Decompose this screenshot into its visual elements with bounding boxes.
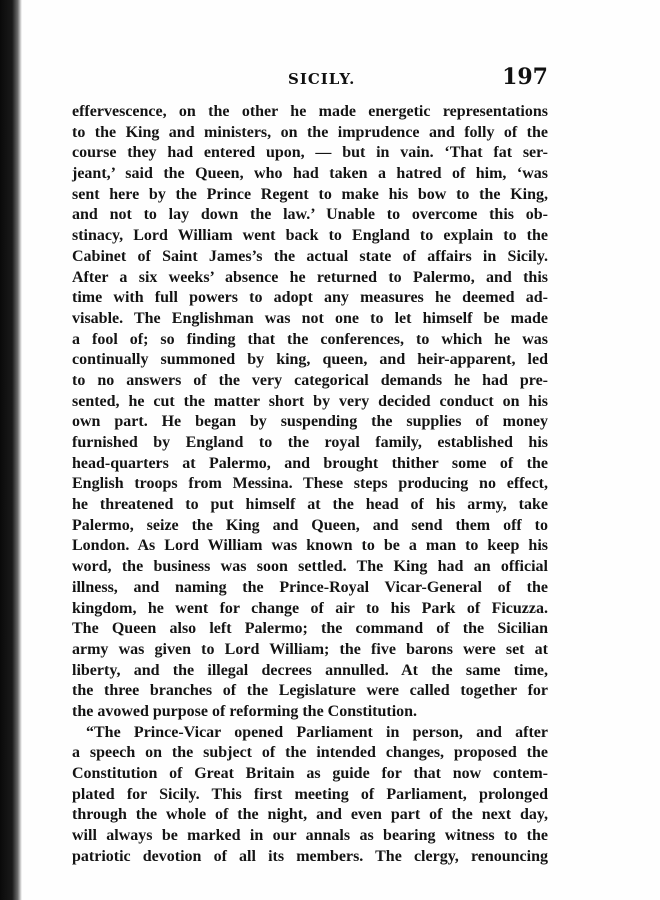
- paragraph-end-line: the avowed purpose of reforming the Constitution.: [72, 702, 418, 720]
- text-line: a speech on the subject of the intended changes, proposed the: [72, 744, 548, 762]
- text-line: plated for Sicily. This first meeting of Parliament, prolonged: [72, 785, 548, 803]
- text-line: illness, and naming the Prince-Royal Vicar-General of the: [72, 578, 548, 596]
- text-line: the three branches of the Legislature were called together for: [72, 682, 548, 700]
- text-line: course they had entered upon, — but in vain. ‘That fat ser-: [72, 144, 548, 162]
- text-line: he threatened to put himself at the head of his army, take: [72, 496, 548, 514]
- text-line: The Queen also left Palermo; the command of the Sicilian: [72, 620, 548, 638]
- text-line: liberty, and the illegal decrees annulled. At the same time,: [72, 661, 548, 679]
- text-line: sent here by the Prince Regent to make his bow to the King,: [72, 185, 548, 203]
- text-line: to no answers of the very categorical demands he had pre-: [72, 371, 548, 389]
- text-line: Cabinet of Saint James’s the actual state of affairs in Sicily.: [72, 247, 548, 265]
- text-line: will always be marked in our annals as bearing witness to the: [72, 827, 548, 845]
- text-line: sented, he cut the matter short by very decided conduct on his: [72, 392, 548, 410]
- text-line: to the King and ministers, on the imprudence and folly of the: [72, 123, 548, 141]
- text-line: head-quarters at Palermo, and brought thither some of the: [72, 454, 548, 472]
- text-line: Palermo, seize the King and Queen, and send them off to: [72, 516, 548, 534]
- text-line: and not to lay down the law.’ Unable to overcome this ob-: [72, 206, 548, 224]
- text-line: visable. The Englishman was not one to let himself be made: [72, 309, 548, 327]
- text-line: jeant,’ said the Queen, who had taken a hatred of him, ‘was: [72, 165, 548, 183]
- text-line: own part. He began by suspending the supplies of money: [72, 413, 548, 431]
- text-line: a fool of; so finding that the conferences, to which he was: [72, 330, 548, 348]
- body-text: [72, 102, 548, 867]
- text-line: through the whole of the night, and even part of the next day,: [72, 806, 548, 824]
- text-line: English troops from Messina. These steps producing no effect,: [72, 475, 548, 493]
- text-line: continually summoned by king, queen, and heir-apparent, led: [72, 351, 548, 369]
- text-line: word, the business was soon settled. The King had an official: [72, 558, 548, 576]
- text-line: Constitution of Great Britain as guide for that now contem-: [72, 765, 548, 782]
- text-line: stinacy, Lord William went back to England to explain to the: [72, 227, 548, 245]
- text-line: patriotic devotion of all its members. The clergy, renouncing: [72, 847, 548, 865]
- page-number: 197: [502, 64, 548, 90]
- text-line: kingdom, he went for change of air to his Park of Ficuzza.: [72, 599, 548, 617]
- running-title: SICILY.: [288, 70, 356, 88]
- text-line: time with full powers to adopt any measures he deemed ad-: [72, 289, 548, 307]
- paragraph-start-line: “The Prince-Vicar opened Parliament in person, and after: [86, 723, 548, 741]
- text-line: London. As Lord William was known to be a man to keep his: [72, 537, 548, 555]
- book-spine-shadow: [0, 0, 22, 900]
- text-line: furnished by England to the royal family, established his: [72, 434, 548, 451]
- text-line: army was given to Lord William; the five barons were set at: [72, 640, 548, 658]
- text-line: effervescence, on the other he made energetic representations: [72, 103, 548, 120]
- page-header: [74, 66, 548, 94]
- text-line: After a six weeks’ absence he returned to Palermo, and this: [72, 268, 548, 286]
